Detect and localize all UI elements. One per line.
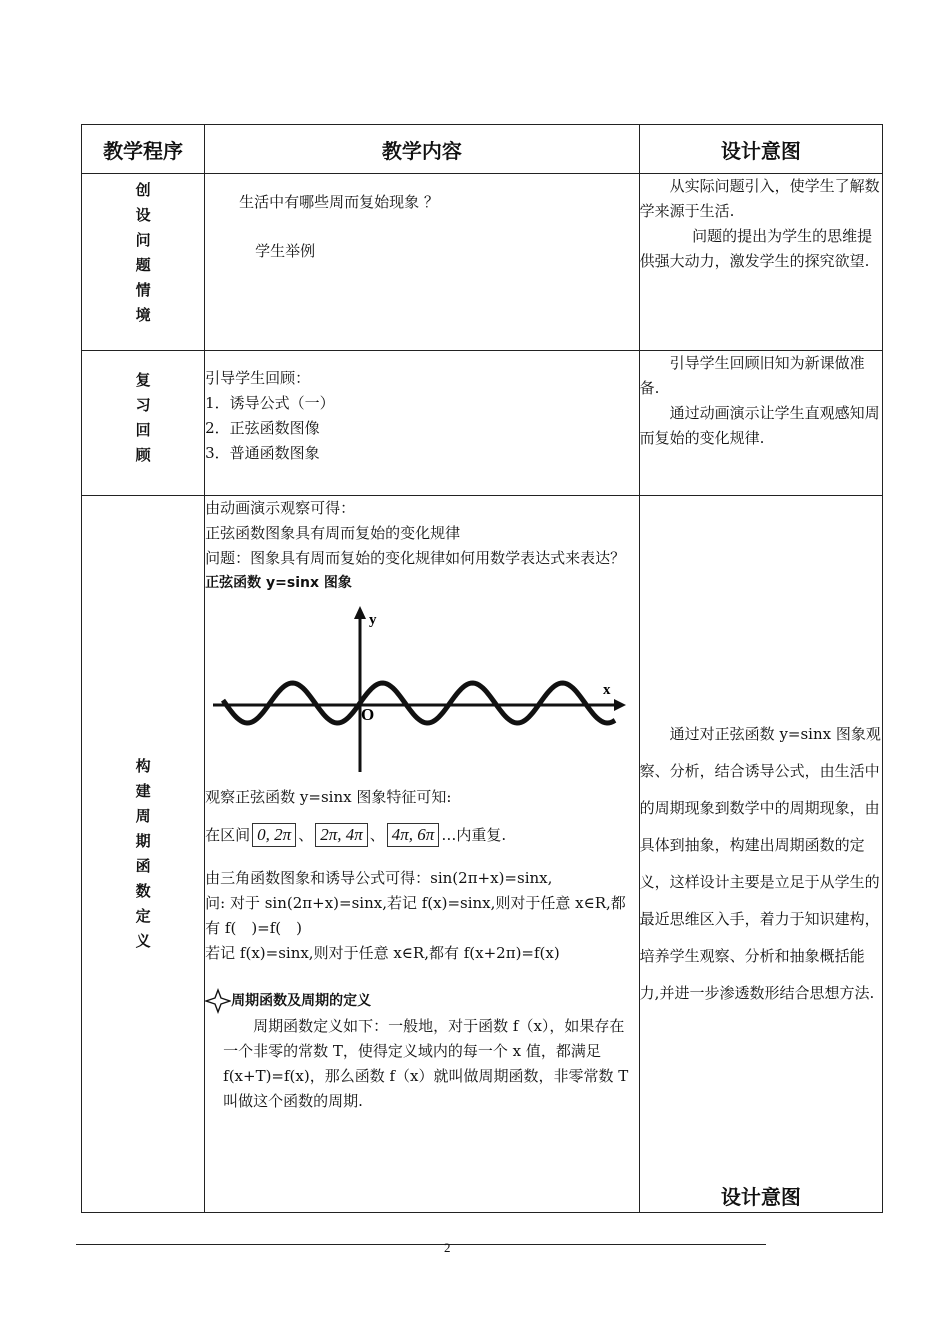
interval-line: 在区间 0, 2π 、 2π, 4π 、 4π, 6π …内重复. [205,820,639,850]
origin-label: O [361,705,375,724]
sine-graph [205,600,633,775]
stage-create-situation: 创 设 问 题 情 境 [82,174,205,351]
header-intent: 设计意图 [639,125,882,174]
intent-footer-title: 设计意图 [720,1185,801,1209]
header-content: 教学内容 [205,125,640,174]
star-bullet-icon [205,988,231,1014]
content-review: 引导学生回顾： 1．诱导公式（一） 2．正弦函数图像 3．普通函数图象 [205,351,640,496]
header-procedure: 教学程序 [82,125,205,174]
sine-curve [223,683,615,723]
content-create-situation [205,174,640,351]
student-examples: 学生举例 [255,242,316,260]
footer-rule [76,1244,766,1245]
x-label: x [603,682,611,698]
graph-title: 正弦函数 y=sinx 图象 [205,575,352,591]
page-number: 2 [444,1240,451,1255]
intent-create-situation: 从实际问题引入，使学生了解数学来源于生活. 问题的提出为学生的思维提供强大动力，激发学生的探究欲望. [639,174,882,351]
intent-review: 引导学生回顾旧知为新课做准备. 通过动画演示让学生直观感知周而复始的变化规律. [639,351,882,496]
question-text: 生活中有哪些周而复始现象 ？ [239,193,439,211]
y-arrow [354,606,366,619]
stage-construct-definition: 构 建 周 期 函 数 定 义 [82,496,205,1213]
definition-heading: 周期函数及周期的定义 [205,988,639,1014]
x-arrow [614,699,626,711]
intent-construct-definition: 通过对正弦函数 y=sinx 图象观察、分析，结合诱导公式，由生活中的周期现象到数学中的周期现象，由具体到抽象，构建出周期函数的定义，这样设计主要是立足于从学生的最近思维区入手，着力于知识建构，培养学生观察、分析和抽象概括能力,并进一步渗透数形结合思想方法. 设计意图 [639,496,882,1213]
lesson-plan-table [81,124,883,1213]
y-label: y [369,612,377,628]
content-construct-definition: 由动画演示观察可得： 正弦函数图象具有周而复始的变化规律 问题：图象具有周而复始的变化规律如何用数学表达式来表达？ 正弦函数 y=sinx 图象 y x O 观察正弦函数 y=sinx 图象特征可知: 在区间 0, 2π 、 2π, 4π 、 4π, 6π …内重复. 由三角函数图象和诱导公式可得：sin(2π+x)=sinx, 问: 对于 sin(2π+x)=sinx,若记 f(x)=sinx,则对于任意 x∈R,都有 f( )=f( ) 若记 f(x)=sinx,则对于任意 x∈R,都有 f(x+2π)=f(x) 周期函数及周期的定义 周期函数定义如下：一般地，对于函数 f（x），如果存在一个非零的常数 T，使得定义域内的每一个 x 值，都满足 f(x+T)=f(x)，那么函数 f（x）就叫做周期函数，非零常数 T 叫做这个函数的周期. [205,496,640,1213]
definition-text: 周期函数定义如下：一般地，对于函数 f（x），如果存在一个非零的常数 T，使得定义域内的每一个 x 值，都满足 f(x+T)=f(x)，那么函数 f（x）就叫做周期函数，非零常数 T 叫做这个函数的周期. [223,1017,629,1110]
stage-review: 复 习 回 顾 [82,351,205,496]
